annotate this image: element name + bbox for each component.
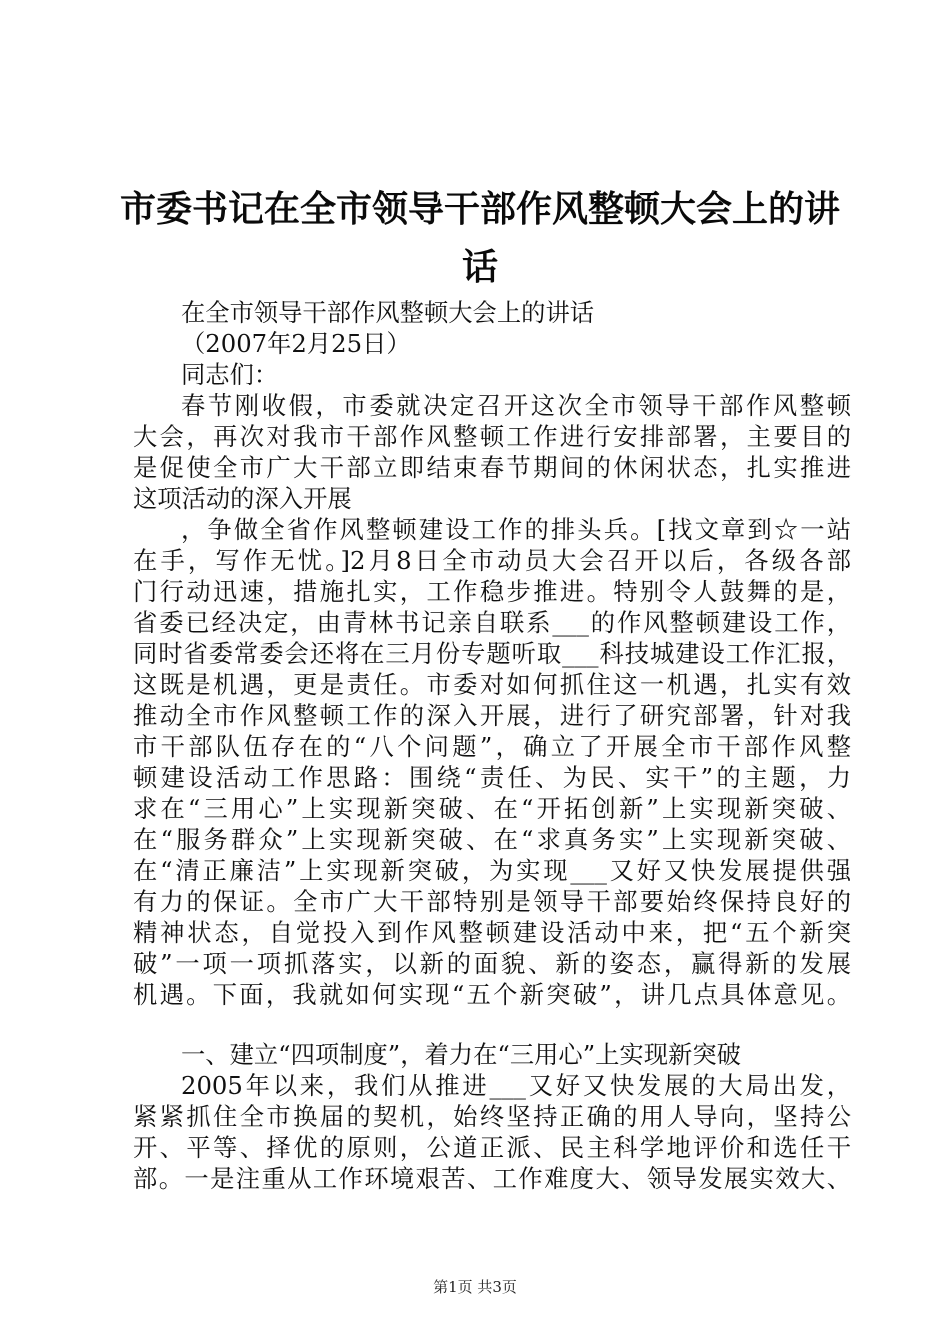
body-line: 是促使全市广大干部立即结束春节期间的休闲状态，扎实推进 [133,453,851,482]
body-line: 紧紧抓住全市换届的契机，始终坚持正确的用人导向，坚持公 [133,1102,851,1131]
body-line: 求在“三用心”上实现新突破、在“开拓创新”上实现新突破、 [133,794,851,823]
body-line: 精神状态，自觉投入到作风整顿建设活动中来，把“五个新突 [133,918,851,947]
speech-heading: 在全市领导干部作风整顿大会上的讲话 [181,298,595,327]
body-line: 在“清正廉洁”上实现新突破，为实现___又好又快发展提供强 [133,856,851,885]
body-line: 推动全市作风整顿工作的深入开展，进行了研究部署，针对我 [133,701,851,730]
page-footer: 第1页 共3页 [433,1278,517,1296]
body-line: 机遇。下面，我就如何实现“五个新突破”，讲几点具体意见。 [133,980,851,1009]
body-line: 有力的保证。全市广大干部特别是领导干部要始终保持良好的 [133,887,851,916]
body-line: 顿建设活动工作思路：围绕“责任、为民、实干”的主题，力 [133,763,851,792]
body-line: 省委已经决定，由青林书记亲自联系___的作风整顿建设工作， [133,608,851,637]
body-line: 破”一项一项抓落实，以新的面貌、新的姿态，赢得新的发展 [133,949,851,978]
section-heading: 一、建立“四项制度”，着力在“三用心”上实现新突破 [181,1040,741,1069]
body-line: 这既是机遇，更是责任。市委对如何抓住这一机遇，扎实有效 [133,670,851,699]
body-line: 大会，再次对我市干部作风整顿工作进行安排部署，主要目的 [133,422,851,451]
document-title-line-2: 话 [461,246,498,288]
salutation: 同志们： [181,360,279,389]
body-line: 部。一是注重从工作环境艰苦、工作难度大、领导发展实效大、 [133,1164,851,1193]
document-title-line-1: 市委书记在全市领导干部作风整顿大会上的讲 [120,188,841,230]
body-line: 市干部队伍存在的“八个问题”，确立了开展全市干部作风整 [133,732,851,761]
body-line: 在“服务群众”上实现新突破、在“求真务实”上实现新突破、 [133,825,851,854]
body-line: ，争做全省作风整顿建设工作的排头兵。[找文章到☆一站 [181,515,851,544]
body-line: 这项活动的深入开展 [133,484,352,513]
body-line: 开、平等、择优的原则，公道正派、民主科学地评价和选任干 [133,1133,851,1162]
body-line: 2005年以来，我们从推进___又好又快发展的大局出发， [181,1071,851,1100]
speech-date: （2007年2月25日） [181,329,411,358]
body-line: 同时省委常委会还将在三月份专题听取___科技城建设工作汇报， [133,639,851,668]
body-line: 在手，写作无忧。]2月8日全市动员大会召开以后，各级各部 [133,546,851,575]
body-line: 春节刚收假，市委就决定召开这次全市领导干部作风整顿 [181,391,851,420]
body-line: 门行动迅速，措施扎实，工作稳步推进。特别令人鼓舞的是， [133,577,851,606]
